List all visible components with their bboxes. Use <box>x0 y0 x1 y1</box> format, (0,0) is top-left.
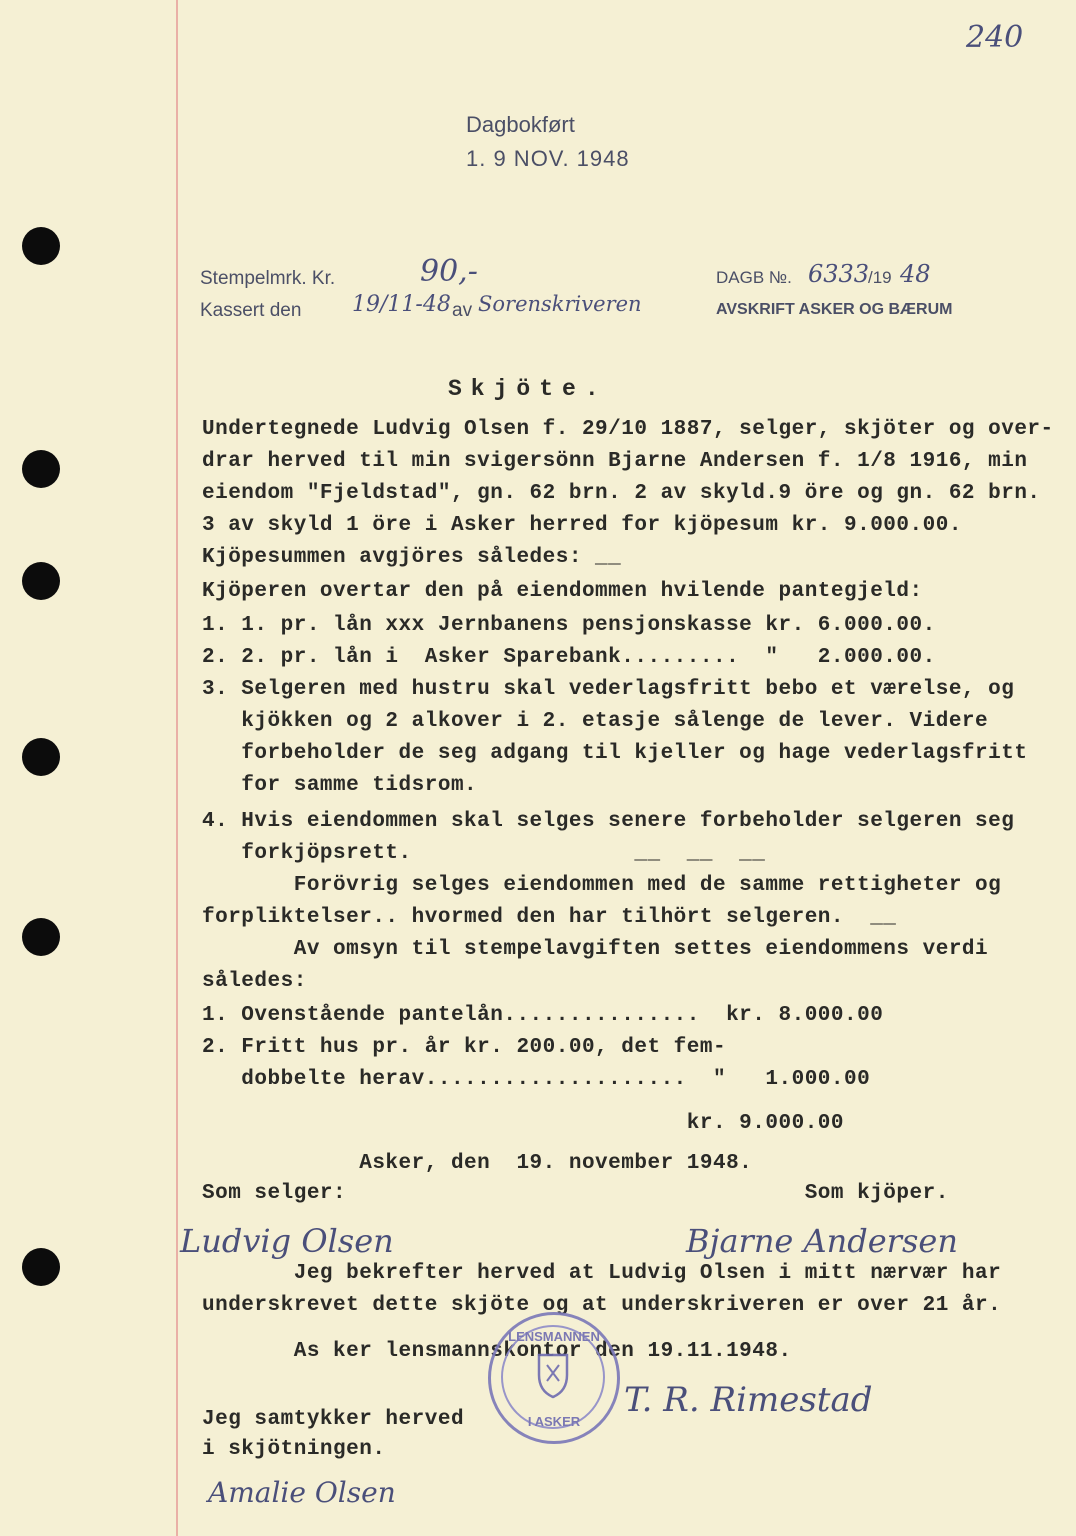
dagbokfort-stamp-date: 1. 9 NOV. 1948 <box>466 146 630 171</box>
dagbok-label: DAGB №. <box>716 268 792 287</box>
body-line: kjökken og 2 alkover i 2. etasje sålenge de lever. Videre <box>202 710 989 733</box>
body-line: 1. Ovenstående pantelån............... kr. 8.000.00 <box>202 1004 884 1027</box>
dagbokfort-stamp-label: Dagbokført <box>466 112 575 137</box>
punch-hole <box>22 918 60 956</box>
official-seal <box>488 1312 620 1444</box>
buyer-signature: Bjarne Andersen <box>686 1222 958 1260</box>
punch-hole <box>22 562 60 600</box>
cancelled-by: Sorenskriveren <box>478 292 642 316</box>
cancelled-av: av <box>452 300 473 321</box>
official-signature: T. R. Rimestad <box>624 1380 873 1420</box>
body-line: 2. 2. pr. lån i Asker Sparebank......... " 2.000.00. <box>202 646 936 669</box>
body-line: Av omsyn til stempelavgiften settes eiendommens verdi <box>202 938 989 961</box>
dagbok-year-prefix: /19 <box>868 268 892 287</box>
punch-hole <box>22 1248 60 1286</box>
witness-line: As ker lensmannskontor den 19.11.1948. <box>202 1340 792 1363</box>
fee-label: Stempelmrk. Kr. <box>200 268 336 289</box>
body-line: forbeholder de seg adgang til kjeller og hage vederlagsfritt <box>202 742 1028 765</box>
witness-line: Jeg bekrefter herved at Ludvig Olsen i mitt nærvær har <box>202 1262 1002 1285</box>
body-line: 4. Hvis eiendommen skal selges senere forbeholder selgeren seg <box>202 810 1015 833</box>
document-title: Skjöte. <box>448 376 608 402</box>
margin-line <box>176 0 178 1536</box>
body-line: forpliktelser.. hvormed den har tilhört selgeren. __ <box>202 906 897 929</box>
cancelled-label: Kassert den <box>200 300 302 321</box>
dagbok-number: 6333 <box>808 260 870 288</box>
body-line: Kjöperen overtar den på eiendommen hvilende pantegjeld: <box>202 580 923 603</box>
seal-bottom-text: I ASKER <box>527 1414 581 1429</box>
punch-hole <box>22 227 60 265</box>
body-line: Kjöpesummen avgjöres således: __ <box>202 546 622 569</box>
dagbok-year: 48 <box>900 260 931 288</box>
body-line: eiendom "Fjeldstad", gn. 62 brn. 2 av skyld.9 öre og gn. 62 brn. <box>202 482 1041 505</box>
body-line: 3 av skyld 1 öre i Asker herred for kjöpesum kr. 9.000.00. <box>202 514 962 537</box>
body-line: for samme tidsrom. <box>202 774 478 797</box>
body-line: drar herved til min svigersönn Bjarne Andersen f. 1/8 1916, min <box>202 450 1028 473</box>
body-line: dobbelte herav.................... " 1.000.00 <box>202 1068 871 1091</box>
page-number: 240 <box>966 20 1024 55</box>
body-line: Asker, den 19. november 1948. <box>202 1152 753 1175</box>
body-line: forkjöpsrett. __ __ __ <box>202 842 766 865</box>
body-line: 2. Fritt hus pr. år kr. 200.00, det fem- <box>202 1036 727 1059</box>
witness-line: underskrevet dette skjöte og at underskriveren er over 21 år. <box>202 1294 1002 1317</box>
seller-signature: Ludvig Olsen <box>180 1222 394 1260</box>
office-stamp: AVSKRIFT ASKER OG BÆRUM <box>716 301 953 318</box>
shield-icon <box>535 1351 571 1399</box>
consent-line: i skjötningen. <box>202 1438 386 1461</box>
consent-signature: Amalie Olsen <box>208 1476 396 1509</box>
fee-amount: 90,- <box>420 254 478 289</box>
seal-top-text: LENSMANNEN <box>508 1329 600 1344</box>
body-line: Forövrig selges eiendommen med de samme rettigheter og <box>202 874 1002 897</box>
body-line: således: <box>202 970 307 993</box>
body-line: Undertegnede Ludvig Olsen f. 29/10 1887, selger, skjöter og over- <box>202 418 1054 441</box>
consent-line: Jeg samtykker herved <box>202 1408 465 1431</box>
body-line: 1. 1. pr. lån xxx Jernbanens pensjonskasse kr. 6.000.00. <box>202 614 936 637</box>
punch-hole <box>22 738 60 776</box>
punch-hole <box>22 450 60 488</box>
body-line: Som selger: Som kjöper. <box>202 1182 949 1205</box>
body-line: kr. 9.000.00 <box>202 1112 845 1135</box>
cancelled-date: 19/11-48 <box>352 292 451 317</box>
body-line: 3. Selgeren med hustru skal vederlagsfritt bebo et værelse, og <box>202 678 1015 701</box>
